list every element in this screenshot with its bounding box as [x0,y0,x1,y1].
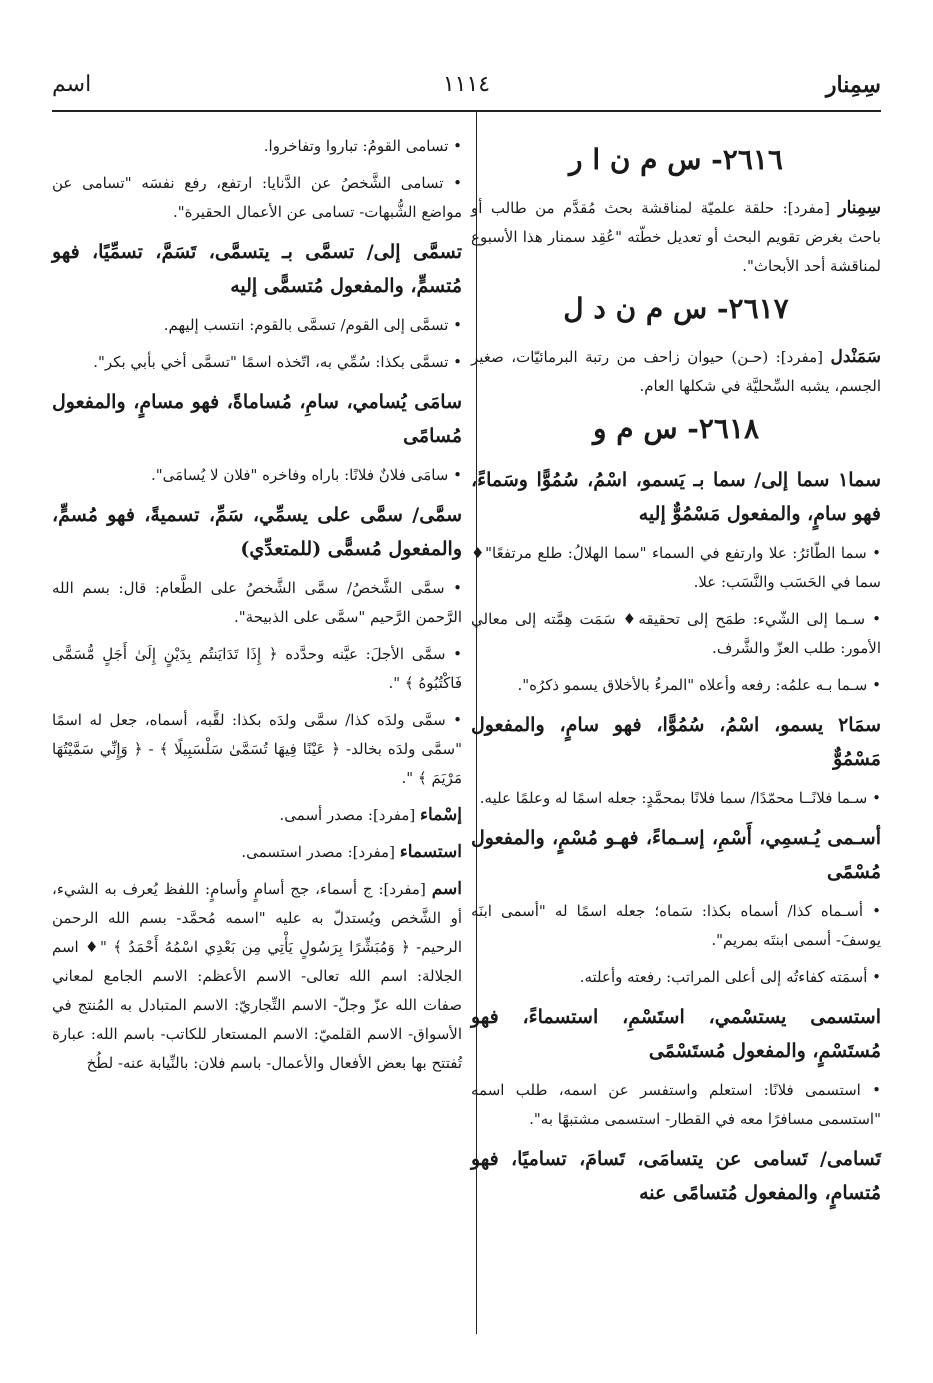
definition-paragraph: • سامَى فلانٌ فلانًا: باراه وفاخره "فلان لا يُسامَى". [150,466,462,484]
dictionary-entry [471,343,881,401]
definition-paragraph: • سمَّى الأجلَ: عيَّنه وحدَّده ﴿ إِذَا تَدَايَنتُم بِدَيْنٍ إِلَىٰ أَجَلٍ مُّسَمًّى فَاكْتُبُوهُ ﴾ ". [52,645,462,692]
definition-paragraph: • أسمَته كفاءتُه إلى أعلى المراتب: رفعته وأعلته. [579,968,881,986]
definition-paragraph: • سمَّى الشَّخصُ/ سمَّى الشَّخصُ على الطَّعام: قال: بسم الله الرَّحمن الرَّحيم "سمَّى على الذبيحة". [52,579,462,626]
verb-headword: سمَا٢ يسمو، اسْمُ، سُمُوًّا، فهو سامٍ، والمفعول مَسْمُوٌّ [471,714,881,770]
verb-headword: سما١ سما إلى/ سما بـ يَسمو، اسْمُ، سُمُوًّا وسَماءً، فهو سامٍ، والمفعول مَسْمُوٌّ إليه [471,469,881,525]
root-heading: ٢٦١٨- س م و [592,412,760,445]
entry-headword: اسم [431,879,462,899]
entry-headword: استسماء [399,842,462,862]
dictionary-entry [52,801,462,830]
verb-headword: تسمَّى إلى/ تسمَّى بـ يتسمَّى، تَسَمَّ، تسمِّيًا، فهو مُتسمٍّ، والمفعول مُتسمًّى إليه [52,241,462,297]
definition-paragraph: • سـما إلى الشّيء: طمَح إلى تحقيقه♦ سَمَت هِمَّته إلى معالي الأمور: طلب العزّ والشَّرف. [471,610,881,657]
entry-definition: [مفرد]: (حـن) حيوان زاحف من رتبة البرمائيّات، صغير الجسم، يشبه السِّحليَّة في شكلها العام. [471,348,881,395]
definition-paragraph: • سمَّى ولدَه كذا/ سمَّى ولدَه بكذا: لقَّبه، أسماه، جعل له اسمًا "سمَّى ولدَه بخالد- ﴿ عَيْنًا فِيهَا تُسَمَّىٰ سَلْسَبِيلًا ﴾ - ﴿ وَإِنِّي سَمَّيْتُهَا مَرْيَمَ ﴾ ". [52,711,462,787]
root-heading: ٢٦١٦- س م ن ا ر [569,143,783,176]
verb-headword: أسـمى يُـسمِي، أَسْمِ، إسـماءً، فهـو مُسْمٍ، والمفعول مُسْمًى [471,827,881,883]
left-column [52,132,462,1086]
running-head-right: سِمِنار [825,72,881,98]
root-heading: ٢٦١٧- س م ن د ل [563,292,789,325]
verb-headword: سمَّى/ سمَّى على يسمِّي، سَمِّ، تسميةً، فهو مُسمٍّ، والمفعول مُسمًّى (للمتعدِّي) [52,504,462,560]
dictionary-entry [471,194,881,281]
dictionary-entry [52,838,462,867]
definition-paragraph: • استسمى فلانًا: استعلم واستفسر عن اسمه، طلب اسمه "استسمى مسافرًا معه في القطار- استسمى مشتبهًا به". [471,1081,881,1128]
dictionary-entry [52,875,462,1078]
definition-paragraph: • تسمَّى إلى القوم/ تسمَّى بالقوم: انتسب إليهم. [163,316,462,334]
right-column [471,132,881,1218]
definition-paragraph: • تسمَّى بكذا: سُمِّي به، اتّخذه اسمًا "تسمَّى أخي بأبي بكر". [93,353,462,371]
entry-headword: سَمَنْدل [830,347,881,367]
entry-headword: سِمِنار [838,198,881,218]
definition-paragraph: • أسـماه كذا/ أسماه بكذا: سَماه؛ جعله اسمًا له "أسمى ابنَه يوسفَ- أسمى ابنتَه بمريم". [471,902,881,949]
definition-paragraph: • سما الطّائرُ: علا وارتفع في السماء "سما الهلالُ: طلع مرتفعًا"♦ سما في الحَسَب والنَّسَب: علا. [471,544,881,591]
verb-headword: سامَى يُسامي، سامِ، مُساماةً، فهو مسامٍ، والمفعول مُسامًى [52,391,462,447]
verb-headword: استسمى يستسْمي، استَسْمِ، استسماءً، فهو مُستَسْمٍ، والمفعول مُستَسْمًى [471,1006,881,1062]
page-number: ١١١٤ [442,72,491,97]
definition-paragraph: • تسامى القومُ: تباروا وتفاخروا. [263,137,462,155]
verb-headword: تَسامى/ تَسامى عن يتسامَى، تَسامَ، تساميًا، فهو مُتسامٍ، والمفعول مُتسامًى عنه [471,1148,881,1204]
definition-paragraph: • تسامى الشَّخصُ عن الدَّنايا: ارتفع، رفع نفسَه "تسامى عن مواضع الشُّبهات- تسامى عن الأعمال الحقيرة". [52,174,462,221]
running-head-left: اسم [52,72,92,97]
entry-definition: [مفرد]: حلقة علميّة لمناقشة بحث مُقدَّم من طالب أو باحث بغرض تقويم البحث أو تعديل خطّته "عُقِد سمنار هذا الأسبوع لمناقشة أحد الأبحاث". [471,199,881,275]
entry-definition: [مفرد]: ج أسماء، جج أسامٍ وأسامٍ: اللفظ يُعرف به الشيء، أو الشَّخص ويُستدلّ به عليه "اسمه مُحمَّد- بسم الله الرحمن الرحيم- ﴿ وَمُبَشِّرًا بِرَسُولٍ يَأْتِي مِن بَعْدِي اسْمُهُ أَحْمَدُ ﴾ "♦ اسم الجلالة: اسم الله تعالى- الاسم الأعظم: الاسم الجامع لمعاني صفات الله عزّ وجلّ- الاسم التِّجاريّ: الاسم المتبادل به المُنتج في الأسواق- الاسم القلميّ: الاسم المستعار للكاتب- باسم الله: عبارة تُفتتح بها بعض الأفعال والأعمال- باسم فلان: بالنِّيابة عنه- لطُخ [52,880,462,1072]
entry-definition: [مفرد]: مصدر استسمى. [241,843,395,861]
definition-paragraph: • سـما فلانًــا محمّدًا/ سما فلانًا بمحمَّدٍ: جعله اسمًا له وعلمًا عليه. [479,789,881,807]
entry-headword: إسْماء [420,805,462,825]
header-rule [52,110,881,112]
entry-definition: [مفرد]: مصدر أسمى. [279,806,416,824]
definition-paragraph: • سـما بـه علمُه: رفعه وأعلاه "المرءُ بالأخلاق يسمو ذكرُه". [517,676,881,694]
